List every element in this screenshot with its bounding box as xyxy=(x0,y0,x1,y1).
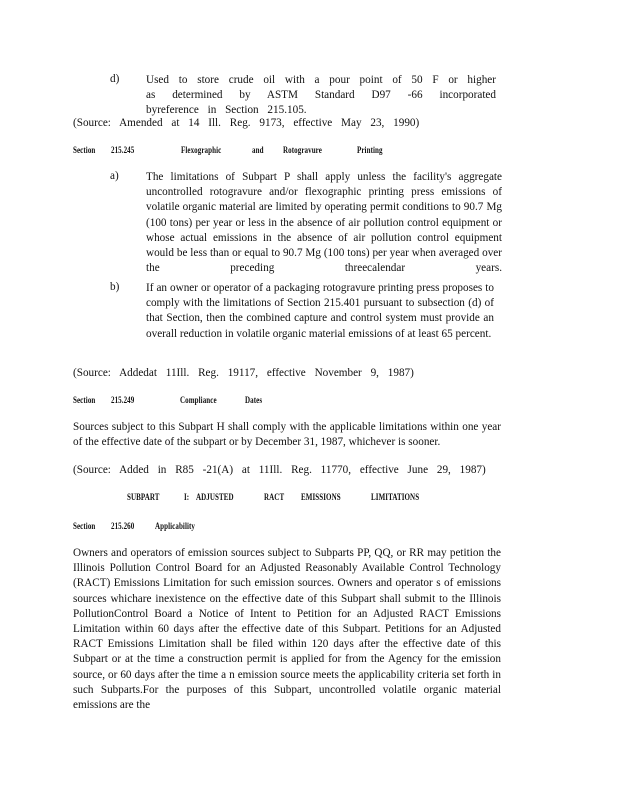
section-label: Section xyxy=(73,521,96,531)
subpart-word: LIMITATIONS xyxy=(371,492,420,502)
item-label-d: d) xyxy=(110,73,120,85)
item-text-b: If an owner or operator of a packaging rotogravure printing press proposes to comply with the limitations of Section 215.401 pursuant to subsection (d) of that Section, then the combined capture and control system must provide an overall reduction in volatile organic material emissions of at least 65 percent. xyxy=(146,282,494,340)
subpart-word: RACT xyxy=(264,492,285,502)
section-title-word: and xyxy=(252,145,264,155)
section-title-word: Printing xyxy=(357,145,383,155)
paragraph-249: Sources subject to this Subpart H shall comply with the applicable limitations within one year of the effective date of the subpart or by December 31, 1987, whichever is sooner. xyxy=(73,421,501,449)
item-text-a: The limitations of Subpart P shall apply unless the facility's aggregate uncontrolled rotogravure and/or flexographic printing press emissions of volatile organic material are limited by operating permit conditions to 90.7 Mg (100 tons) per year or less in the absence of air pollution control equipment or whose actual emissions in the absence of air pollution control equipment would be less than or equal to 90.7 Mg (100 tons) per year when averaged over the preceding threecalendar years. xyxy=(146,171,502,275)
section-number: 215.249 xyxy=(111,395,135,405)
section-title-word: Rotogravure xyxy=(283,145,322,155)
subpart-word: SUBPART xyxy=(127,492,160,502)
source-note-2: (Source: Addedat 11Ill. Reg. 19117, effective November 9, 1987) xyxy=(73,367,414,379)
item-text-d: Used to store crude oil with a pour point of 50 F or higher as determined by ASTM Standard D97 -66 incorporated byreference in Section 215.105. xyxy=(146,74,496,117)
source-note-3: (Source: Added in R85 -21(A) at 11Ill. Reg. 11770, effective June 29, 1987) xyxy=(73,464,486,476)
section-label: Section xyxy=(73,395,96,405)
subpart-word: ADJUSTED xyxy=(196,492,234,502)
section-number: 215.245 xyxy=(111,145,135,155)
item-label-b: b) xyxy=(110,281,120,293)
section-number: 215.260 xyxy=(111,521,135,531)
section-title: Applicability xyxy=(155,521,196,531)
source-note-1: (Source: Amended at 14 Ill. Reg. 9173, effective May 23, 1990) xyxy=(73,117,420,129)
section-label: Section xyxy=(73,145,96,155)
item-label-a: a) xyxy=(110,170,119,182)
section-title-word: Dates xyxy=(245,395,263,405)
subpart-word: I: xyxy=(184,492,190,502)
subpart-word: EMISSIONS xyxy=(301,492,341,502)
section-title-word: Flexographic xyxy=(181,145,222,155)
section-title-word: Compliance xyxy=(180,395,217,405)
paragraph-260: Owners and operators of emission sources subject to Subparts PP, QQ, or RR may petition the Illinois Pollution Control Board for an Adjusted Reasonably Available Control Technology (RACT) Emissions Limitation for such emission sources. Owners and operator s of emissions sources whichare inexistence on the effective date of this Subpart shall submit to the Illinois PollutionControl Board a Notice of Intent to Petition for an Adjusted RACT Emissions Limitation within 60 days after the effective date of this Subpart. Petitions for an Adjusted RACT Emissions Limitation shall be filed within 120 days after the effective date of this Subpart or at the time a construction permit is applied for from the Agency for the emission source, or 60 days after the time a n emission source meets the applicability criteria set forth in such Subparts.For the purposes of this Subpart, uncontrolled volatile organic material emissions are the xyxy=(73,547,501,712)
